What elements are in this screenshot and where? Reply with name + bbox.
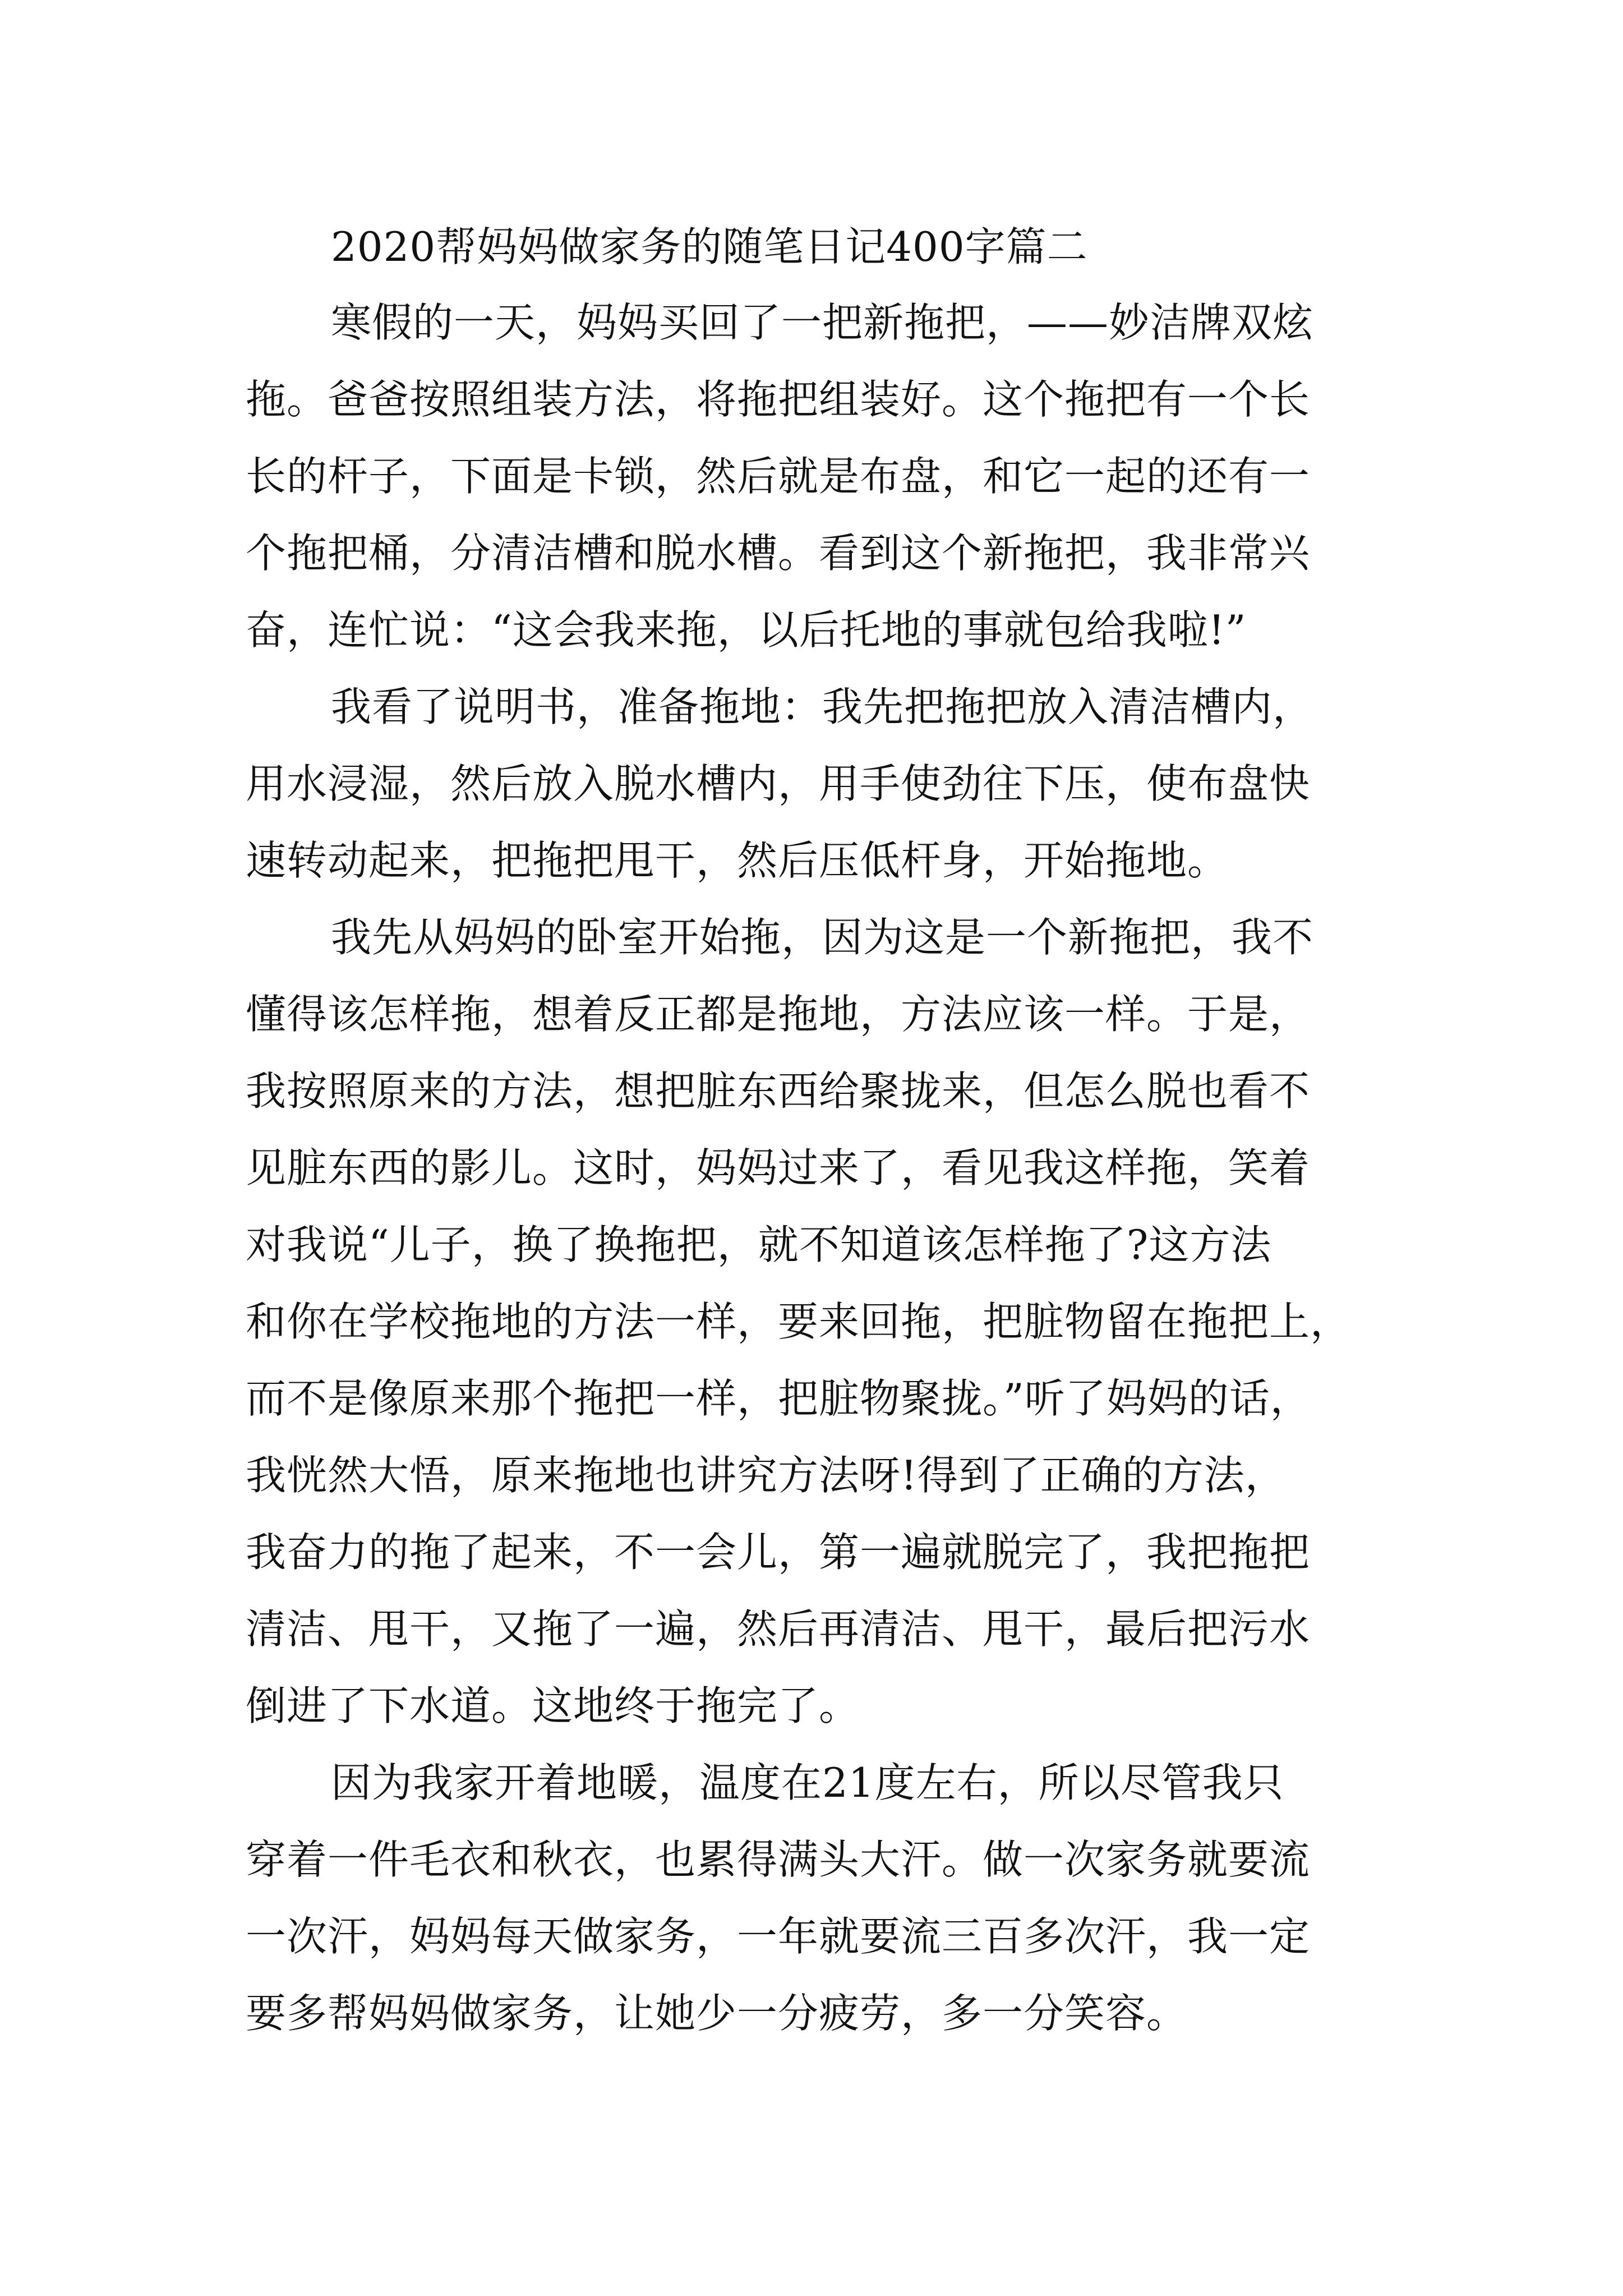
text-line: 我奋力的拖了起来，不一会儿，第一遍就脱完了，我把拖把 [246,1529,1311,1576]
text-line: 我先从妈妈的卧室开始拖，因为这是一个新拖把，我不 [331,914,1314,961]
text-line: 奋，连忙说：“这会我来拖，以后托地的事就包给我啦!” [246,606,1247,654]
text-line: 要多帮妈妈做家务，让她少一分疲劳，多一分笑容。 [246,1990,1188,2037]
text-line: 清洁、甩干，又拖了一遍，然后再清洁、甩干，最后把污水 [246,1605,1311,1653]
text-line: 用水浸湿，然后放入脱水槽内，用手使劲往下压，使布盘快 [246,760,1311,807]
text-line: 拖。爸爸按照组装方法，将拖把组装好。这个拖把有一个长 [246,376,1311,423]
text-line: 个拖把桶，分清洁槽和脱水槽。看到这个新拖把，我非常兴 [246,530,1311,577]
text-line: 和你在学校拖地的方法一样，要来回拖，把脏物留在拖把上， [246,1298,1352,1345]
text-line: 对我说“儿子，换了换拖把，就不知道该怎样拖了?这方法 [246,1221,1272,1268]
document-title: 2020帮妈妈做家务的随笔日记400字篇二 [331,223,1088,270]
text-line: 倒进了下水道。这地终于拖完了。 [246,1682,860,1729]
text-line: 懂得该怎样拖，想着反正都是拖地，方法应该一样。于是， [246,991,1311,1038]
text-line: 我看了说明书，准备拖地：我先把拖把放入清洁槽内， [331,683,1314,730]
text-line: 速转动起来，把拖把甩干，然后压低杆身，开始拖地。 [246,837,1229,884]
text-line: 一次汗，妈妈每天做家务，一年就要流三百多次汗，我一定 [246,1913,1311,1960]
text-line: 我按照原来的方法，想把脏东西给聚拢来，但怎么脱也看不 [246,1068,1311,1115]
text-line: 寒假的一天，妈妈买回了一把新拖把，——妙洁牌双炫 [331,299,1314,346]
text-line: 我恍然大悟，原来拖地也讲究方法呀!得到了正确的方法， [246,1452,1286,1499]
text-line: 因为我家开着地暖，温度在21度左右，所以尽管我只 [331,1759,1284,1806]
text-line: 而不是像原来那个拖把一样，把脏物聚拢。”听了妈妈的话， [246,1375,1311,1422]
text-line: 见脏东西的影儿。这时，妈妈过来了，看见我这样拖，笑着 [246,1144,1311,1191]
text-line: 长的杆子，下面是卡锁，然后就是布盘，和它一起的还有一 [246,453,1311,500]
text-line: 穿着一件毛衣和秋衣，也累得满头大汗。做一次家务就要流 [246,1836,1311,1883]
